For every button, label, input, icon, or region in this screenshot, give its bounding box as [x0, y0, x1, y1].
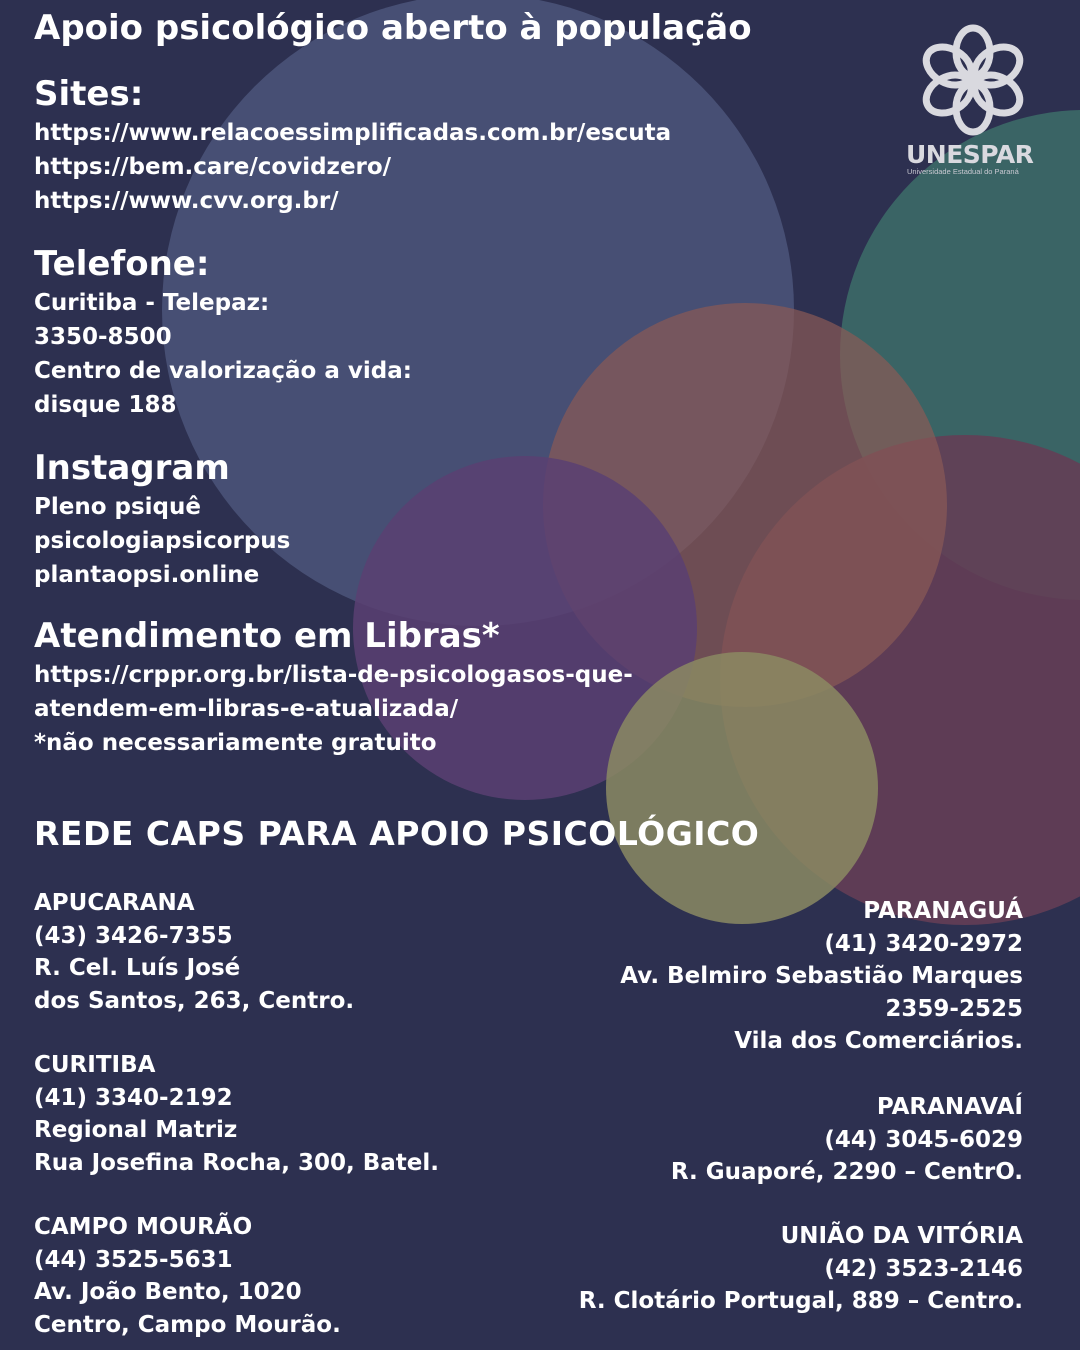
libras-link[interactable]: https://crppr.org.br/lista-de-psicologasos-que-	[34, 662, 633, 688]
caps-heading: REDE CAPS PARA APOIO PSICOLÓGICO	[34, 814, 760, 853]
caps-entry-campo-mourao	[34, 1211, 341, 1341]
caps-address: 2359-2525	[885, 995, 1023, 1022]
sites-section	[34, 74, 671, 218]
logo-name: UNESPAR	[906, 140, 1034, 169]
caps-entry-paranagua	[620, 895, 1023, 1058]
caps-city: PARANAVAÍ	[876, 1094, 1023, 1120]
caps-phone: (41) 3420-2972	[824, 930, 1023, 957]
caps-phone: (41) 3340-2192	[34, 1084, 233, 1111]
site-link[interactable]: https://www.cvv.org.br/	[34, 188, 339, 214]
caps-address: R. Guaporé, 2290 – CentrO.	[670, 1159, 1023, 1185]
libras-link[interactable]: atendem-em-libras-e-atualizada/	[34, 696, 459, 722]
caps-address: Av. Belmiro Sebastião Marques	[620, 963, 1023, 989]
logo-subtitle: Universidade Estadual do Paraná	[907, 167, 1019, 176]
telefone-heading: Telefone:	[34, 244, 210, 284]
telefone-line: 3350-8500	[34, 324, 172, 350]
caps-address: dos Santos, 263, Centro.	[34, 987, 355, 1014]
instagram-account: Pleno psiquê	[34, 494, 201, 520]
caps-entry-apucarana	[34, 887, 354, 1017]
caps-phone: (42) 3523-2146	[824, 1255, 1023, 1282]
caps-address: Vila dos Comerciários.	[734, 1028, 1023, 1054]
caps-phone: (44) 3525-5631	[34, 1246, 233, 1273]
instagram-heading: Instagram	[34, 448, 230, 488]
caps-address: Centro, Campo Mourão.	[34, 1311, 341, 1338]
caps-address: Rua Josefina Rocha, 300, Batel.	[34, 1149, 440, 1176]
caps-city: UNIÃO DA VITÓRIA	[780, 1223, 1023, 1249]
caps-city: CURITIBA	[34, 1052, 156, 1078]
caps-entry-curitiba	[34, 1049, 439, 1179]
telefone-section	[34, 244, 412, 422]
caps-entry-uniao-da-vitoria	[579, 1220, 1023, 1318]
caps-city: PARANAGUÁ	[863, 898, 1023, 924]
caps-address: Av. João Bento, 1020	[34, 1279, 302, 1305]
caps-address: R. Clotário Portugal, 889 – Centro.	[578, 1288, 1023, 1314]
caps-phone: (44) 3045-6029	[824, 1126, 1023, 1153]
libras-section	[34, 616, 633, 760]
telefone-line: disque 188	[34, 392, 177, 418]
libras-note: *não necessariamente gratuito	[34, 730, 437, 756]
site-link[interactable]: https://bem.care/covidzero/	[34, 154, 392, 180]
libras-heading: Atendimento em Libras*	[34, 616, 500, 656]
caps-city: CAMPO MOURÃO	[34, 1214, 253, 1240]
site-link[interactable]: https://www.relacoessimplificadas.com.br/escuta	[34, 120, 672, 146]
sites-heading: Sites:	[34, 74, 144, 114]
instagram-section	[34, 448, 290, 592]
telefone-line: Centro de valorização a vida:	[34, 358, 412, 384]
caps-address: R. Cel. Luís José	[34, 955, 241, 981]
caps-phone: (43) 3426-7355	[34, 922, 233, 949]
bg-circle-yellow	[606, 652, 878, 924]
instagram-account: psicologiapsicorpus	[34, 528, 291, 554]
instagram-account: plantaopsi.online	[34, 562, 260, 588]
caps-city: APUCARANA	[34, 890, 195, 916]
telefone-line: Curitiba - Telepaz:	[34, 290, 270, 316]
caps-entry-paranavai	[671, 1091, 1023, 1189]
page-title: Apoio psicológico aberto à população	[34, 8, 752, 48]
caps-address: Regional Matriz	[34, 1117, 238, 1143]
